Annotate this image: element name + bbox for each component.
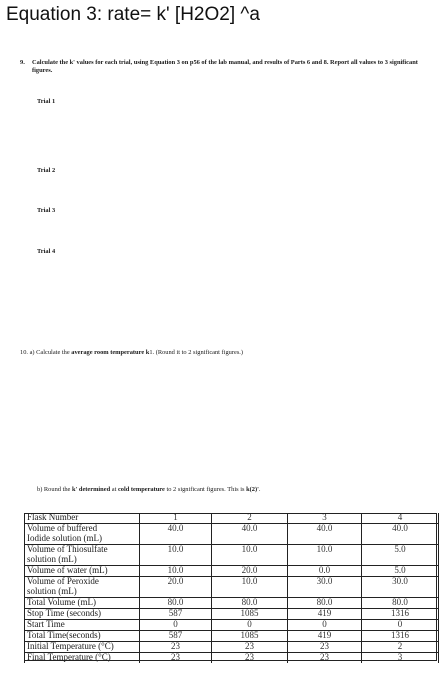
- trial-3-label: Trial 3: [37, 207, 56, 214]
- row-label: Flask Number: [25, 513, 140, 524]
- cell-empty: [362, 555, 439, 566]
- row-label: Volume of Peroxide: [25, 577, 140, 588]
- cell-flask-2: 23: [212, 653, 288, 664]
- cell-empty: [140, 555, 212, 566]
- cell-flask-1: 587: [140, 609, 212, 620]
- question-9-number: 9.: [20, 59, 25, 66]
- cell-flask-3: 23: [288, 653, 362, 664]
- cell-flask-3: 40.0: [288, 524, 362, 535]
- cell-flask-2: 10.0: [212, 577, 288, 588]
- cell-flask-2: 1085: [212, 609, 288, 620]
- row-label: Initial Temperature (°C): [25, 642, 140, 653]
- cell-flask-3: 23: [288, 642, 362, 653]
- table-row: [25, 642, 439, 653]
- table-row: [25, 545, 439, 556]
- cell-empty: [288, 534, 362, 545]
- equation-header: Equation 3: rate= k' [H2O2] ^a: [6, 4, 260, 25]
- cell-flask-2: 80.0: [212, 598, 288, 609]
- cell-flask-4: 0: [362, 620, 439, 631]
- q10b-bold-3: k(2)': [246, 486, 259, 493]
- cell-flask-2: 20.0: [212, 566, 288, 577]
- question-10a: [20, 349, 243, 356]
- row-label: Total Time(seconds): [25, 631, 140, 642]
- table-row: [25, 631, 439, 642]
- row-label: Start Time: [25, 620, 140, 631]
- cell-flask-2: 0: [212, 620, 288, 631]
- cell-empty: [288, 555, 362, 566]
- cell-flask-1: 20.0: [140, 577, 212, 588]
- table-row: [25, 555, 439, 566]
- cell-flask-4: 4: [362, 513, 439, 524]
- q10b-suffix: .: [258, 486, 261, 493]
- cell-flask-4: 5.0: [362, 545, 439, 556]
- row-label: Volume of Thiosulfate: [25, 545, 140, 556]
- cell-flask-1: 10.0: [140, 566, 212, 577]
- q10b-bold-1: k' determined: [71, 486, 111, 493]
- table-row: [25, 598, 439, 609]
- cell-flask-2: 2: [212, 513, 288, 524]
- cell-flask-4: 5.0: [362, 566, 439, 577]
- q10a-prefix: 10. a) Calculate the: [20, 349, 72, 356]
- row-label: solution (mL): [25, 587, 140, 598]
- cell-flask-3: 0.0: [288, 566, 362, 577]
- row-label: Final Temperature (°C): [25, 653, 140, 664]
- q10b-bold-2: cold temperature: [117, 486, 165, 493]
- table-row: [25, 513, 439, 524]
- q10b-mid-2: to 2 significant figures. This is: [164, 486, 247, 493]
- cell-flask-4: 1316: [362, 609, 439, 620]
- cell-flask-3: 419: [288, 631, 362, 642]
- cell-flask-4: 30.0: [362, 577, 439, 588]
- question-10b: [37, 486, 260, 493]
- cell-flask-3: 10.0: [288, 545, 362, 556]
- table-row: [25, 609, 439, 620]
- cell-empty: [212, 534, 288, 545]
- cell-flask-2: 40.0: [212, 524, 288, 535]
- trial-2-label: Trial 2: [37, 167, 56, 174]
- cell-empty: [212, 555, 288, 566]
- trial-4-label: Trial 4: [37, 248, 56, 255]
- cell-flask-3: 0: [288, 620, 362, 631]
- cell-flask-2: 23: [212, 642, 288, 653]
- cell-flask-1: 23: [140, 642, 212, 653]
- q10a-bold: average room temperature k: [71, 349, 150, 356]
- cell-flask-1: 80.0: [140, 598, 212, 609]
- cell-flask-3: 419: [288, 609, 362, 620]
- cell-flask-1: 1: [140, 513, 212, 524]
- table-row: [25, 587, 439, 598]
- row-label: Iodide solution (mL): [25, 534, 140, 545]
- cell-flask-1: 40.0: [140, 524, 212, 535]
- cell-empty: [362, 534, 439, 545]
- cell-flask-4: 3: [362, 653, 439, 664]
- cell-flask-1: 587: [140, 631, 212, 642]
- question-9-text: Calculate the k' values for each trial, using Equation 3 on p56 of the lab manual, and results of Parts 6 and 8. Report all values to 3 significant figures.: [32, 59, 418, 74]
- cell-flask-1: 10.0: [140, 545, 212, 556]
- table-row: [25, 577, 439, 588]
- table-row: [25, 566, 439, 577]
- q10b-prefix: b) Round the: [37, 486, 72, 493]
- row-label: Volume of water (mL): [25, 566, 140, 577]
- q10a-suffix: 1. (Round it to 2 significant figures.): [149, 349, 244, 356]
- cell-empty: [212, 587, 288, 598]
- cell-flask-4: 80.0: [362, 598, 439, 609]
- cell-flask-2: 10.0: [212, 545, 288, 556]
- cell-flask-4: 1316: [362, 631, 439, 642]
- cell-flask-4: 40.0: [362, 524, 439, 535]
- cell-empty: [140, 534, 212, 545]
- cell-flask-3: 3: [288, 513, 362, 524]
- cell-flask-2: 1085: [212, 631, 288, 642]
- cell-empty: [362, 587, 439, 598]
- cell-flask-3: 30.0: [288, 577, 362, 588]
- cell-flask-3: 80.0: [288, 598, 362, 609]
- row-label: Stop Time (seconds): [25, 609, 140, 620]
- table-row: [25, 653, 439, 664]
- table-row: [25, 534, 439, 545]
- cell-empty: [140, 587, 212, 598]
- row-label: Total Volume (mL): [25, 598, 140, 609]
- cell-flask-1: 0: [140, 620, 212, 631]
- flask-data-table: [24, 513, 439, 663]
- cell-flask-4: 2: [362, 642, 439, 653]
- row-label: solution (mL): [25, 555, 140, 566]
- cell-empty: [288, 587, 362, 598]
- row-label: Volume of buffered: [25, 524, 140, 535]
- trial-1-label: Trial 1: [37, 98, 56, 105]
- cell-flask-1: 23: [140, 653, 212, 664]
- q10b-mid: at: [110, 486, 118, 493]
- table-row: [25, 620, 439, 631]
